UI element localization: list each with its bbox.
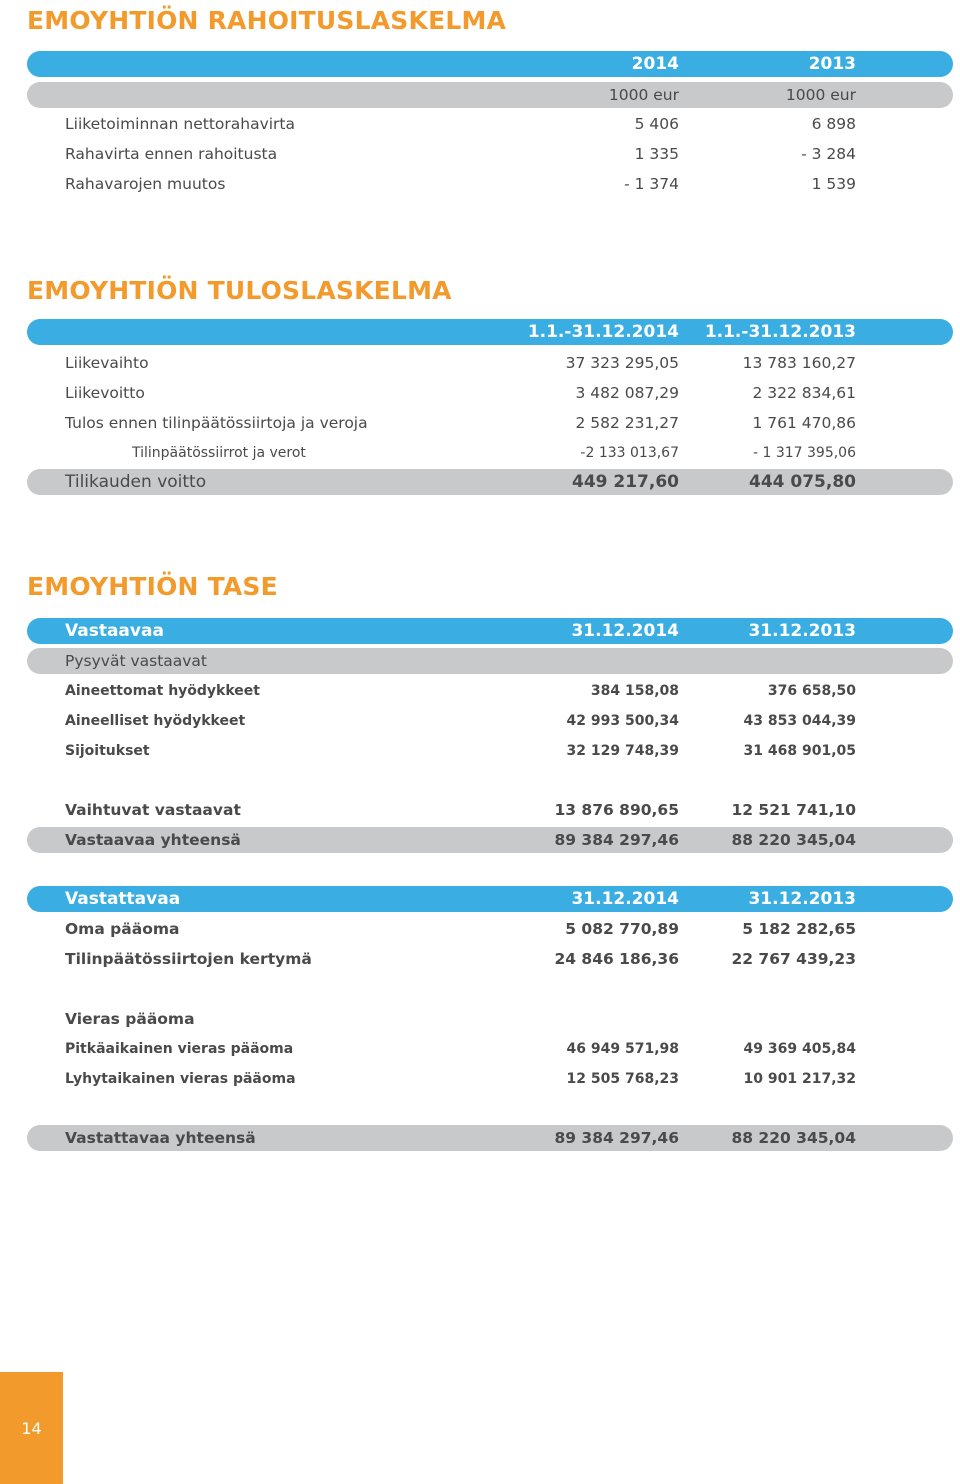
value-2014: 5 406: [634, 115, 679, 133]
value-2013: 22 767 439,23: [731, 950, 856, 968]
value-2014: 384 158,08: [590, 683, 679, 699]
rahoitus-year-header: [27, 51, 953, 77]
page-number-tab: [0, 1372, 63, 1484]
tulos-total-row: [27, 469, 953, 495]
table-row: [27, 1066, 953, 1092]
row-label: Sijoitukset: [65, 743, 150, 759]
value-2014: 46 949 571,98: [566, 1041, 679, 1057]
table-row: [27, 440, 953, 466]
value-2013: - 1 317 395,06: [752, 445, 856, 461]
row-label: Liikevaihto: [65, 354, 149, 372]
value-2014: 89 384 297,46: [554, 1129, 679, 1147]
vaihtuvat-row: [27, 797, 953, 823]
value-2014: 89 384 297,46: [554, 831, 679, 849]
row-label: Vaihtuvat vastaavat: [65, 801, 241, 819]
value-2013: - 3 284: [801, 145, 856, 163]
rahoitus-unit-header: [27, 82, 953, 108]
row-label: Vastattavaa yhteensä: [65, 1129, 256, 1147]
row-label: Liiketoiminnan nettorahavirta: [65, 115, 295, 133]
vastaavaa-label: Vastaavaa: [65, 621, 164, 641]
pysyvat-header: [27, 648, 953, 674]
table-row: [27, 410, 953, 436]
tase-title: EMOYHTIÖN TASE: [27, 572, 278, 601]
value-2014: 5 082 770,89: [565, 920, 679, 938]
row-label: Lyhytaikainen vieras pääoma: [65, 1071, 296, 1087]
row-label: Aineelliset hyödykkeet: [65, 713, 246, 729]
kertyma-row: [27, 946, 953, 972]
row-label: Tulos ennen tilinpäätössiirtoja ja veroja: [65, 414, 368, 432]
tulos-period-2013: 1.1.-31.12.2013: [704, 322, 856, 342]
value-2014: 24 846 186,36: [554, 950, 679, 968]
row-label: Rahavirta ennen rahoitusta: [65, 145, 278, 163]
row-label: Tilinpäätössiirtojen kertymä: [65, 950, 312, 968]
tulos-period-2014: 1.1.-31.12.2014: [527, 322, 679, 342]
row-label: Liikevoitto: [65, 384, 145, 402]
vieras-header: [27, 1006, 953, 1032]
table-row: [27, 708, 953, 734]
value-2014: 12 505 768,23: [566, 1071, 679, 1087]
tulos-title: EMOYHTIÖN TULOSLASKELMA: [27, 276, 452, 305]
rahoitus-unit-2013: 1000 eur: [785, 86, 856, 104]
row-label: Rahavarojen muutos: [65, 175, 226, 193]
value-2014: 2 582 231,27: [575, 414, 679, 432]
vastaavaa-total-row: [27, 827, 953, 853]
pysyvat-label: Pysyvät vastaavat: [65, 652, 208, 670]
value-2014: 37 323 295,05: [565, 354, 679, 372]
vastattavaa-label: Vastattavaa: [65, 889, 181, 909]
table-row: [27, 1036, 953, 1062]
row-label: Aineettomat hyödykkeet: [65, 683, 260, 699]
row-label: Oma pääoma: [65, 920, 180, 938]
vieras-label: Vieras pääoma: [65, 1010, 195, 1028]
value-2013: 13 783 160,27: [742, 354, 856, 372]
value-2013: 376 658,50: [767, 683, 856, 699]
row-label: Tilinpäätössiirrot ja verot: [132, 445, 306, 461]
rahoitus-unit-2014: 1000 eur: [608, 86, 679, 104]
date-2013: 31.12.2013: [748, 889, 856, 909]
table-row: [27, 111, 953, 137]
date-2014: 31.12.2014: [571, 889, 679, 909]
value-2013: 43 853 044,39: [743, 713, 856, 729]
row-label: Tilikauden voitto: [65, 472, 207, 492]
rahoitus-year-2014: 2014: [631, 54, 679, 74]
value-2013: 1 761 470,86: [752, 414, 856, 432]
table-row: [27, 380, 953, 406]
value-2013: 88 220 345,04: [731, 831, 856, 849]
value-2013: 444 075,80: [748, 472, 856, 492]
table-row: [27, 738, 953, 764]
value-2014: - 1 374: [624, 175, 679, 193]
value-2013: 2 322 834,61: [752, 384, 856, 402]
value-2013: 1 539: [811, 175, 856, 193]
page-number: 14: [21, 1418, 42, 1438]
value-2013: 10 901 217,32: [743, 1071, 856, 1087]
row-label: Vastaavaa yhteensä: [65, 831, 241, 849]
date-2013: 31.12.2013: [748, 621, 856, 641]
oma-paaoma-row: [27, 916, 953, 942]
value-2014: 32 129 748,39: [566, 743, 679, 759]
value-2014: 13 876 890,65: [554, 801, 679, 819]
value-2013: 12 521 741,10: [731, 801, 856, 819]
value-2013: 31 468 901,05: [743, 743, 856, 759]
rahoitus-year-2013: 2013: [808, 54, 856, 74]
value-2013: 88 220 345,04: [731, 1129, 856, 1147]
table-row: [27, 350, 953, 376]
value-2014: 449 217,60: [571, 472, 679, 492]
value-2013: 6 898: [811, 115, 856, 133]
vastattavaa-header: [27, 886, 953, 912]
table-row: [27, 678, 953, 704]
date-2014: 31.12.2014: [571, 621, 679, 641]
row-label: Pitkäaikainen vieras pääoma: [65, 1041, 294, 1057]
table-row: [27, 141, 953, 167]
value-2014: 1 335: [634, 145, 679, 163]
vastattavaa-total-row: [27, 1125, 953, 1151]
value-2013: 49 369 405,84: [743, 1041, 856, 1057]
value-2014: -2 133 013,67: [580, 445, 679, 461]
vastaavaa-header: [27, 618, 953, 644]
value-2014: 3 482 087,29: [575, 384, 679, 402]
rahoitus-title: EMOYHTIÖN RAHOITUSLASKELMA: [27, 6, 507, 35]
tulos-period-header: [27, 319, 953, 345]
table-row: [27, 171, 953, 197]
value-2013: 5 182 282,65: [742, 920, 856, 938]
value-2014: 42 993 500,34: [566, 713, 679, 729]
